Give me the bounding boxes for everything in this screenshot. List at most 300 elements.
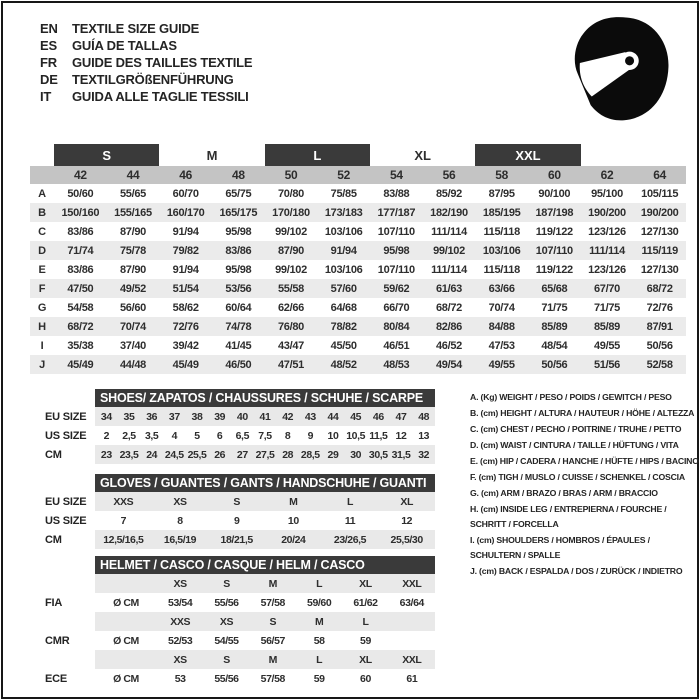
helmet-icon-svg <box>568 12 676 128</box>
size-value: 68/72 <box>435 301 462 314</box>
size-value: 103/106 <box>324 263 363 276</box>
row-letter: I <box>40 339 44 352</box>
size-value: 50/56 <box>646 339 673 352</box>
size-header-row <box>30 166 686 184</box>
size-value: 46/51 <box>383 339 410 352</box>
size-value: 165/175 <box>219 206 258 219</box>
size-value: 87/90 <box>119 225 146 238</box>
size-value: 46/50 <box>225 358 252 371</box>
size-col-header: 64 <box>653 168 667 182</box>
section-row <box>45 612 435 631</box>
size-value: 60/70 <box>172 187 199 200</box>
cell-value: 52/53 <box>168 634 193 647</box>
measure-row-e <box>30 260 686 279</box>
section-row <box>45 593 435 612</box>
language-code: IT <box>40 89 52 104</box>
size-value: 72/76 <box>172 320 199 333</box>
size-value: 91/94 <box>330 244 357 257</box>
language-code: EN <box>40 21 58 36</box>
cell-value: XS <box>173 495 187 508</box>
size-value: 47/50 <box>67 282 94 295</box>
cell-value: 28,5 <box>300 448 320 461</box>
cell-value: 57/58 <box>260 596 285 609</box>
size-value: 62/66 <box>277 301 304 314</box>
legend-item <box>470 533 692 563</box>
helmet-rows <box>45 574 435 688</box>
cell-value: 23/26,5 <box>333 533 367 546</box>
row-cells <box>95 631 435 650</box>
cell-value: XS <box>219 615 234 628</box>
size-value: 48/53 <box>383 358 410 371</box>
size-value: 35/38 <box>67 339 94 352</box>
cell-value: 32 <box>418 448 430 461</box>
row-label: EU SIZE <box>45 410 87 423</box>
size-col-header: 54 <box>389 168 403 182</box>
cell-value: XL <box>400 495 413 508</box>
cell-value: 54/55 <box>214 634 239 647</box>
cell-value: 8 <box>284 429 291 442</box>
size-col-header: 46 <box>179 168 193 182</box>
cell-value: 18/21,5 <box>220 533 253 546</box>
size-value: 47/51 <box>277 358 304 371</box>
size-value: 91/94 <box>172 263 199 276</box>
size-value: 56/60 <box>119 301 146 314</box>
size-value: 115/118 <box>483 263 520 276</box>
cell-value: 29 <box>327 448 339 461</box>
guide-title: TEXTILE SIZE GUIDE <box>72 21 200 36</box>
size-value: 99/102 <box>275 263 307 276</box>
cell-value: 59/60 <box>307 596 332 609</box>
cell-value: XS <box>173 577 187 590</box>
row-letter: H <box>38 320 46 333</box>
cell-value: 4 <box>171 429 178 442</box>
cell-value: 53 <box>174 672 186 685</box>
cell-value: L <box>316 577 323 590</box>
cell-value: 25,5 <box>187 448 207 461</box>
size-value: 83/86 <box>225 244 252 257</box>
cell-value: 60 <box>360 672 371 685</box>
cell-value: 25,5/30 <box>390 533 423 546</box>
row-cells <box>95 511 435 530</box>
size-value: 99/102 <box>433 244 465 257</box>
cell-value: 47 <box>395 410 407 423</box>
size-value: 105/115 <box>641 187 679 200</box>
cell-value: 42 <box>282 410 294 423</box>
cell-value: 9 <box>233 514 240 527</box>
size-value: 83/86 <box>67 263 94 276</box>
cell-value: 61 <box>406 672 418 685</box>
cell-value: 13 <box>418 429 430 442</box>
size-group-xl: XL <box>414 147 431 163</box>
legend-line: A. (Kg) WEIGHT / PESO / POIDS / GEWITCH / PESO <box>470 392 672 402</box>
size-value: 51/56 <box>593 358 620 371</box>
size-value: 52/58 <box>646 358 673 371</box>
language-code: FR <box>40 55 57 70</box>
cell-value: 61/62 <box>353 596 378 609</box>
language-row <box>40 88 252 105</box>
size-col-header: 62 <box>600 168 614 182</box>
legend-line: I. (cm) SHOULDERS / HOMBROS / ÉPAULES / <box>470 535 650 545</box>
size-value: 127/130 <box>640 225 679 238</box>
cell-value: S <box>269 615 277 628</box>
section-row <box>45 407 435 426</box>
helmet-section <box>45 556 435 688</box>
cell-value: 5 <box>194 429 200 442</box>
size-value: 43/47 <box>277 339 304 352</box>
cell-value: 46 <box>372 410 384 423</box>
size-value: 57/60 <box>330 282 357 295</box>
section-row <box>45 426 435 445</box>
size-value: 64/68 <box>330 301 357 314</box>
legend-line: SCHRITT / FORCELLA <box>470 519 559 529</box>
language-row <box>40 54 252 71</box>
legend-item <box>470 564 692 579</box>
cell-value: 24 <box>146 448 158 461</box>
lead-cell <box>95 650 157 669</box>
language-code: DE <box>40 72 58 87</box>
size-value: 91/94 <box>172 225 199 238</box>
cell-value: XXS <box>113 495 134 508</box>
section-row <box>45 669 435 688</box>
size-value: 173/183 <box>324 206 363 219</box>
measure-row-f <box>30 279 686 298</box>
row-cells <box>95 492 435 511</box>
cell-value: 55/56 <box>214 596 239 609</box>
cell-value: 11 <box>344 514 356 527</box>
row-label: US SIZE <box>45 429 87 442</box>
size-value: 123/126 <box>588 225 626 238</box>
size-group-s: S <box>54 144 159 166</box>
row-letter: J <box>39 358 45 371</box>
textile-size-table <box>30 144 686 374</box>
row-letter: E <box>38 263 46 276</box>
size-value: 51/54 <box>172 282 199 295</box>
size-value: 61/63 <box>435 282 462 295</box>
cell-value: 44 <box>327 410 339 423</box>
size-value: 45/49 <box>67 358 94 371</box>
cell-value: 31,5 <box>391 448 411 461</box>
legend-item <box>470 454 699 469</box>
cell-value: M <box>268 653 277 666</box>
legend-item <box>470 438 692 453</box>
size-value: 49/55 <box>488 358 515 371</box>
cell-value: M <box>289 495 298 508</box>
legend-line: G. (cm) ARM / BRAZO / BRAS / ARM / BRACCIO <box>470 488 658 498</box>
row-label: EU SIZE <box>45 495 87 508</box>
cell-value <box>389 631 435 650</box>
measure-row-g <box>30 298 686 317</box>
cell-value: 55/56 <box>214 672 239 685</box>
size-col-header: 58 <box>495 168 509 182</box>
legend-item <box>470 470 692 485</box>
size-value: 123/126 <box>588 263 626 276</box>
row-letter: D <box>38 244 46 257</box>
language-row <box>40 71 252 88</box>
size-value: 70/74 <box>119 320 146 333</box>
row-cells <box>95 593 435 612</box>
size-value: 155/165 <box>114 206 152 219</box>
row-label <box>45 612 95 631</box>
size-value: 74/78 <box>225 320 252 333</box>
size-value: 83/88 <box>383 187 410 200</box>
size-value: 70/74 <box>488 301 515 314</box>
size-value: 71/75 <box>541 301 568 314</box>
cell-value: 2,5 <box>122 429 136 442</box>
row-cells <box>95 612 435 631</box>
legend-line: J. (cm) BACK / ESPALDA / DOS / ZURÜCK / INDIETRO <box>470 566 683 576</box>
size-value: 107/110 <box>377 225 415 238</box>
size-value: 48/52 <box>330 358 357 371</box>
cell-value: 8 <box>177 514 183 527</box>
row-label: CM <box>45 533 62 546</box>
size-value: 75/85 <box>330 187 357 200</box>
cell-value: S <box>223 653 230 666</box>
size-col-header: 48 <box>231 168 245 182</box>
size-value: 103/106 <box>482 244 521 257</box>
lead-cell <box>95 612 157 631</box>
size-value: 115/119 <box>641 244 678 257</box>
size-value: 87/90 <box>277 244 304 257</box>
cell-value: 16,5/19 <box>163 533 197 546</box>
row-label: ECE <box>45 672 68 685</box>
size-value: 119/122 <box>535 263 573 276</box>
legend-item <box>470 486 692 501</box>
lead-cell: Ø CM <box>113 596 139 609</box>
legend-item <box>470 422 692 437</box>
section-row <box>45 511 435 530</box>
row-label: US SIZE <box>45 514 87 527</box>
size-value: 71/74 <box>67 244 94 257</box>
row-cells <box>95 445 435 464</box>
cell-value: 57/58 <box>260 672 285 685</box>
cell-value: XL <box>359 577 372 590</box>
size-value: 111/114 <box>431 225 467 238</box>
measure-row-d <box>30 241 686 260</box>
legend-item <box>470 502 692 532</box>
legend-line: F. (cm) TIGH / MUSLO / CUISSE / SCHENKEL / COSCIA <box>470 472 685 482</box>
cell-value: 37 <box>168 410 180 423</box>
size-value: 187/198 <box>535 206 574 219</box>
section-row <box>45 492 435 511</box>
cell-value: 43 <box>304 410 316 423</box>
row-label <box>45 574 95 593</box>
size-value: 87/91 <box>646 320 673 333</box>
section-row <box>45 530 435 549</box>
size-value: 83/86 <box>67 225 94 238</box>
row-cells <box>95 574 435 593</box>
size-value: 65/68 <box>541 282 568 295</box>
cell-value: XXL <box>402 577 422 590</box>
cell-value: 20/24 <box>281 533 306 546</box>
row-label: FIA <box>45 596 63 609</box>
size-value: 103/106 <box>324 225 363 238</box>
guide-title: TEXTILGRÖßENFÜHRUNG <box>72 72 234 87</box>
cell-value: 40 <box>236 410 248 423</box>
cell-value: 12,5/16,5 <box>103 533 144 546</box>
section-row <box>45 574 435 593</box>
size-value: 72/76 <box>646 301 673 314</box>
legend-line: SCHULTERN / SPALLE <box>470 550 561 560</box>
row-letter: F <box>38 282 46 295</box>
cell-value: L <box>346 495 353 508</box>
size-value: 185/195 <box>482 206 521 219</box>
size-value: 58/62 <box>172 301 199 314</box>
cell-value: XXS <box>170 615 191 628</box>
guide-title: GUÍA DE TALLAS <box>72 38 177 53</box>
guide-title: GUIDA ALLE TAGLIE TESSILI <box>72 89 249 104</box>
size-value: 95/98 <box>225 225 252 238</box>
size-value: 190/200 <box>640 206 679 219</box>
measure-row-j <box>30 355 686 374</box>
cell-value: 2 <box>103 429 110 442</box>
measure-row-h <box>30 317 686 336</box>
size-value: 55/58 <box>277 282 304 295</box>
cell-value: XXL <box>402 653 422 666</box>
size-col-header: 42 <box>73 168 87 182</box>
legend-line: C. (cm) CHEST / PECHO / POITRINE / TRUHE / PETTO <box>470 424 682 434</box>
language-row <box>40 37 252 54</box>
cell-value: 12 <box>395 429 407 442</box>
cell-value: 48 <box>418 410 430 423</box>
size-value: 95/100 <box>591 187 623 200</box>
helmet-section-header: HELMET / CASCO / CASQUE / HELM / CASCO <box>95 556 435 574</box>
size-group-xxl: XXL <box>475 144 580 166</box>
cell-value: 59 <box>360 634 371 647</box>
cell-value: 63/64 <box>399 596 424 609</box>
language-row <box>40 20 252 37</box>
cell-value: 39 <box>214 410 226 423</box>
helmet-icon <box>568 12 676 128</box>
size-col-header: 52 <box>337 168 351 182</box>
cell-value: 6,5 <box>235 429 250 442</box>
lead-cell <box>95 574 157 593</box>
section-row <box>45 445 435 464</box>
shoes-rows <box>45 407 435 464</box>
size-value: 90/100 <box>538 187 571 200</box>
cell-value: 3,5 <box>144 429 159 442</box>
cell-value: 23 <box>100 448 112 461</box>
language-code: ES <box>40 38 57 53</box>
legend-item <box>470 406 695 421</box>
measure-row-a <box>30 184 686 203</box>
size-value: 95/98 <box>383 244 410 257</box>
row-letter: G <box>37 301 47 314</box>
size-value: 37/40 <box>119 339 146 352</box>
section-row <box>45 650 435 669</box>
size-value: 47/53 <box>488 339 515 352</box>
cell-value: 58 <box>313 634 325 647</box>
legend-line: B. (cm) HEIGHT / ALTURA / HAUTEUR / HÖHE / ALTEZZA <box>470 408 695 418</box>
row-letter: C <box>38 225 46 238</box>
cell-value: 27 <box>236 448 248 461</box>
cell-value: 27,5 <box>255 448 275 461</box>
size-value: 115/118 <box>483 225 520 238</box>
size-value: 45/50 <box>330 339 357 352</box>
cell-value: 53/54 <box>168 596 193 609</box>
cell-value: L <box>362 615 369 628</box>
language-title-list <box>40 20 252 105</box>
size-value: 79/82 <box>172 244 199 257</box>
cell-value: 36 <box>146 410 158 423</box>
size-value: 55/65 <box>119 187 146 200</box>
size-value: 111/114 <box>589 244 625 257</box>
size-value: 87/95 <box>488 187 515 200</box>
row-cells <box>95 426 435 445</box>
size-col-header: 44 <box>126 168 140 182</box>
legend-line: D. (cm) WAIST / CINTURA / TAILLE / HÜFTUNG / VITA <box>470 440 679 450</box>
size-value: 70/80 <box>277 187 304 200</box>
cell-value: 10 <box>327 429 339 442</box>
cell-value: 45 <box>350 410 362 423</box>
cell-value: S <box>223 577 230 590</box>
size-value: 107/110 <box>535 244 573 257</box>
cell-value <box>389 612 435 631</box>
size-value: 95/98 <box>225 263 252 276</box>
cell-value: 10 <box>287 514 299 527</box>
cell-value: M <box>268 577 277 590</box>
size-value: 84/88 <box>488 320 515 333</box>
size-group-l: L <box>265 144 370 166</box>
row-label <box>45 650 95 669</box>
cell-value: 9 <box>307 429 314 442</box>
size-value: 160/170 <box>166 206 205 219</box>
size-value: 85/89 <box>593 320 620 333</box>
section-row <box>45 631 435 650</box>
size-value: 85/89 <box>541 320 568 333</box>
cell-value: 35 <box>123 410 135 423</box>
row-cells <box>95 650 435 669</box>
gloves-section <box>45 474 435 549</box>
size-value: 85/92 <box>435 187 462 200</box>
measurement-legend <box>470 390 699 580</box>
lead-cell: Ø CM <box>113 672 139 685</box>
size-value: 50/60 <box>67 187 94 200</box>
cell-value: 6 <box>216 429 223 442</box>
size-value: 71/75 <box>593 301 620 314</box>
measure-row-b <box>30 203 686 222</box>
gloves-rows <box>45 492 435 549</box>
cell-value: 38 <box>191 410 203 423</box>
cell-value: 11,5 <box>369 429 388 442</box>
row-cells <box>95 530 435 549</box>
cell-value: 26 <box>214 448 226 461</box>
size-col-header: 56 <box>442 168 456 182</box>
size-value: 68/72 <box>67 320 94 333</box>
size-value: 48/54 <box>541 339 568 352</box>
size-value: 119/122 <box>535 225 573 238</box>
row-label: CMR <box>45 634 70 647</box>
cell-value: 7,5 <box>258 429 272 442</box>
guide-title: GUIDE DES TAILLES TEXTILE <box>72 55 253 70</box>
gloves-section-header: GLOVES / GUANTES / GANTS / HANDSCHUHE / GUANTI <box>95 474 435 492</box>
size-group-m: M <box>206 147 218 163</box>
size-value: 87/90 <box>119 263 146 276</box>
size-value: 60/64 <box>225 301 252 314</box>
cell-value: 30,5 <box>368 448 388 461</box>
row-cells <box>95 669 435 688</box>
size-value: 50/56 <box>541 358 568 371</box>
legend-line: E. (cm) HIP / CADERA / HANCHE / HÜFTE / HIPS / BACINO <box>470 456 699 466</box>
size-value: 49/52 <box>119 282 146 295</box>
size-value: 80/84 <box>383 320 410 333</box>
measure-row-c <box>30 222 686 241</box>
cell-value: M <box>314 615 324 628</box>
row-letter: B <box>38 206 46 219</box>
legend-line: H. (cm) INSIDE LEG / ENTREPIERNA / FOURCHE / <box>470 504 667 514</box>
size-value: 39/42 <box>172 339 199 352</box>
size-group-row <box>30 144 686 166</box>
size-value: 78/82 <box>330 320 357 333</box>
